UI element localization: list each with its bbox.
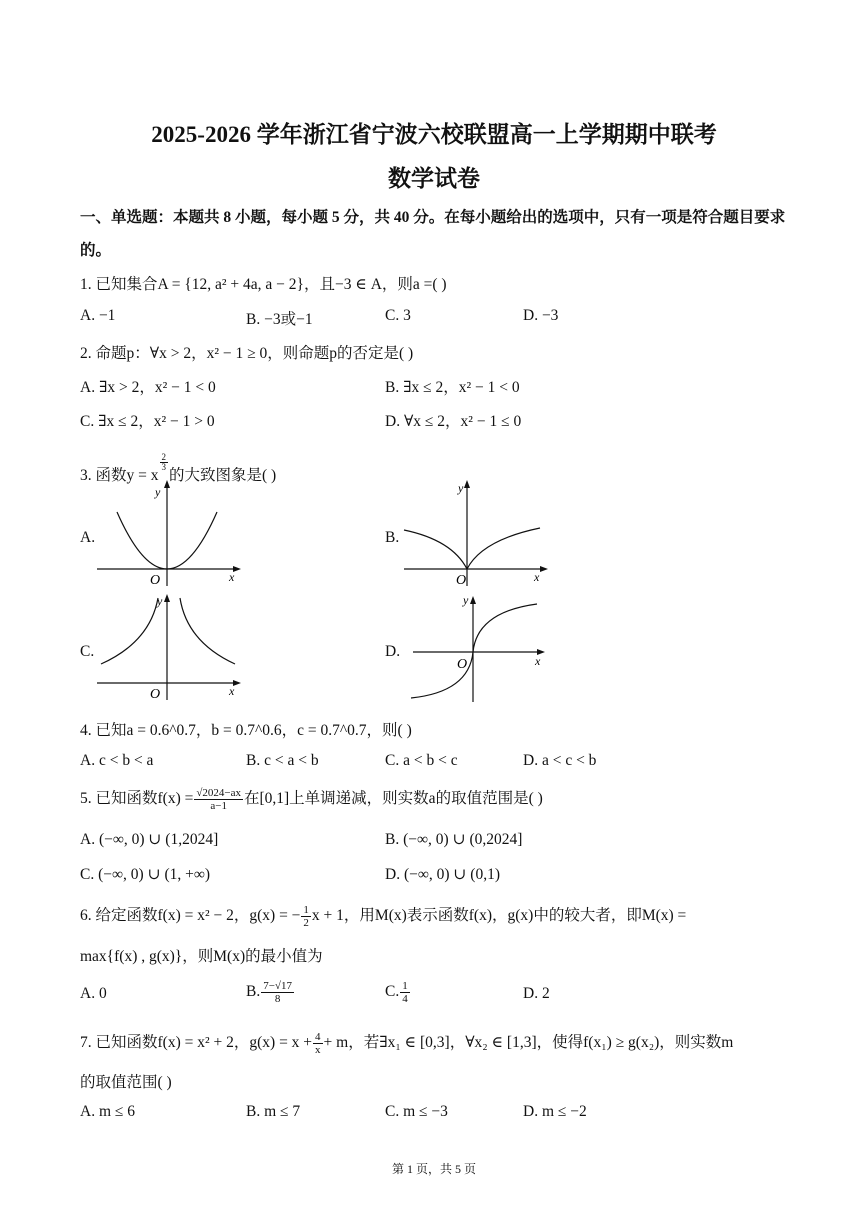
q3-label-b[interactable]: B. [385,529,400,546]
q3-label-a[interactable]: A. [80,529,96,546]
q7-option-c[interactable]: C. m ≤ −3 [385,1103,448,1120]
graph-a-origin: O [150,573,161,588]
q7-option-b[interactable]: B. m ≤ 7 [246,1103,301,1120]
q6-option-c-label: C. [385,983,400,1001]
graph-b-origin: O [456,573,467,588]
q3-graph-c[interactable] [95,592,245,704]
q4-option-c[interactable]: C. a < b < c [385,752,458,769]
q6-option-b-label: B. [246,983,261,1001]
q6-option-c-den: 4 [402,993,408,1005]
q2-option-a[interactable]: A. ∃x > 2，x² − 1 < 0 [80,379,216,396]
q5-option-d[interactable]: D. (−∞, 0) ∪ (0,1) [385,866,500,883]
q5-option-a[interactable]: A. (−∞, 0) ∪ (1,2024] [80,831,219,848]
graph-a-x-label: x [229,570,235,584]
q6-option-a[interactable]: A. 0 [80,985,107,1002]
question-2-stem: 2. 命题p：∀x > 2，x² − 1 ≥ 0，则命题p的否定是( ) [80,345,414,362]
q5-stem-prefix: 5. 已知函数f(x) = [80,790,194,807]
q6-option-c[interactable] [385,980,411,1005]
q3-exp-den: 3 [161,462,166,472]
q6-option-b-fraction [261,980,294,1005]
question-7-stem [80,1030,733,1056]
q6-option-c-num: 1 [402,980,408,992]
q5-option-c[interactable]: C. (−∞, 0) ∪ (1, +∞) [80,866,211,883]
q6-stem-a: 6. 给定函数f(x) = x² − 2，g(x) = − [80,907,301,924]
q6-frac-den: 2 [303,916,309,929]
q7-option-a[interactable]: A. m ≤ 6 [80,1103,136,1120]
section-heading-cont: 的。 [80,242,112,259]
q6-frac-num: 1 [303,903,309,916]
q7-stem-b: + m，若∃x₁ ∈ [0,3]，∀x₂ ∈ [1,3]，使得f(x₁) ≥ g(x₂)，则实数m [323,1034,734,1051]
q3-graph-b[interactable] [402,478,552,588]
q3-graph-a[interactable] [95,478,245,588]
graph-c-origin: O [150,687,161,702]
q1-option-d[interactable]: D. −3 [523,307,559,324]
q4-option-d[interactable]: D. a < c < b [523,752,597,769]
question-5-stem [80,786,543,812]
graph-d-y-label: y [463,593,469,607]
q6-option-b-num: 7−√17 [263,980,292,992]
q3-exp-num: 2 [161,452,166,462]
q2-option-c[interactable]: C. ∃x ≤ 2，x² − 1 > 0 [80,413,215,430]
question-6-stem [80,903,686,929]
q1-option-a[interactable]: A. −1 [80,307,116,324]
question-7-stem-cont: 的取值范围( ) [80,1074,172,1091]
q7-option-d[interactable]: D. m ≤ −2 [523,1103,587,1120]
graph-b-x-label: x [534,570,540,584]
q7-fraction [313,1031,323,1056]
q7-stem-a: 7. 已知函数f(x) = x² + 2，g(x) = x + [80,1034,313,1051]
graph-c-x-label: x [229,684,235,698]
q6-option-b-den: 8 [274,993,281,1005]
q3-label-c[interactable]: C. [80,643,95,660]
q7-frac-num: 4 [315,1030,321,1043]
q3-exponent [160,453,169,472]
q1-option-c[interactable]: C. 3 [385,307,411,324]
q6-option-d[interactable]: D. 2 [523,985,550,1002]
graph-a-y-label: y [155,485,161,499]
question-1-stem: 1. 已知集合A = {12, a² + 4a, a − 2}，且−3 ∈ A，则a =( ) [80,276,447,293]
q5-frac-den: a−1 [210,799,227,812]
q3-stem-prefix: 3. 函数y = x [80,467,159,484]
q4-option-b[interactable]: B. c < a < b [246,752,319,769]
q5-stem-suffix: 在[0,1]上单调递减，则实数a的取值范围是( ) [243,790,543,807]
q6-option-b[interactable] [246,980,295,1005]
page-footer: 第 1 页，共 5 页 [391,1162,476,1176]
graph-d-x-label: x [535,654,541,668]
graph-d-origin: O [457,657,468,672]
q3-label-d[interactable]: D. [385,643,401,660]
q2-option-b[interactable]: B. ∃x ≤ 2，x² − 1 < 0 [385,379,520,396]
q2-option-d[interactable]: D. ∀x ≤ 2，x² − 1 ≤ 0 [385,413,522,430]
question-6-stem-cont: max{f(x) , g(x)}，则M(x)的最小值为 [80,948,323,965]
q5-option-b[interactable]: B. (−∞, 0) ∪ (0,2024] [385,831,523,848]
page-subtitle: 数学试卷 [388,166,480,191]
q4-option-a[interactable]: A. c < b < a [80,752,154,769]
q3-graph-d[interactable] [405,592,555,704]
q6-option-c-fraction [400,980,410,1005]
q5-fraction [194,787,243,812]
q6-stem-b: x + 1，用M(x)表示函数f(x)，g(x)中的较大者，即M(x) = [311,907,687,924]
page-title: 2025-2026 学年浙江省宁波六校联盟高一上学期期中联考 [151,122,717,147]
q5-frac-num: √2024−ax [196,786,241,799]
q7-frac-den: x [315,1043,321,1056]
section-heading: 一、单选题：本题共 8 小题，每小题 5 分，共 40 分。在每小题给出的选项中，只有一项是符合题目要求 [80,209,786,226]
graph-b-y-label: y [458,481,464,495]
q6-fraction [301,904,311,929]
q1-option-b[interactable]: B. −3或−1 [246,311,313,328]
question-4-stem: 4. 已知a = 0.6^0.7，b = 0.7^0.6，c = 0.7^0.7，则( ) [80,722,412,739]
q3-stem-suffix: 的大致图象是( ) [169,467,277,484]
graph-c-y-label: y [157,594,163,608]
